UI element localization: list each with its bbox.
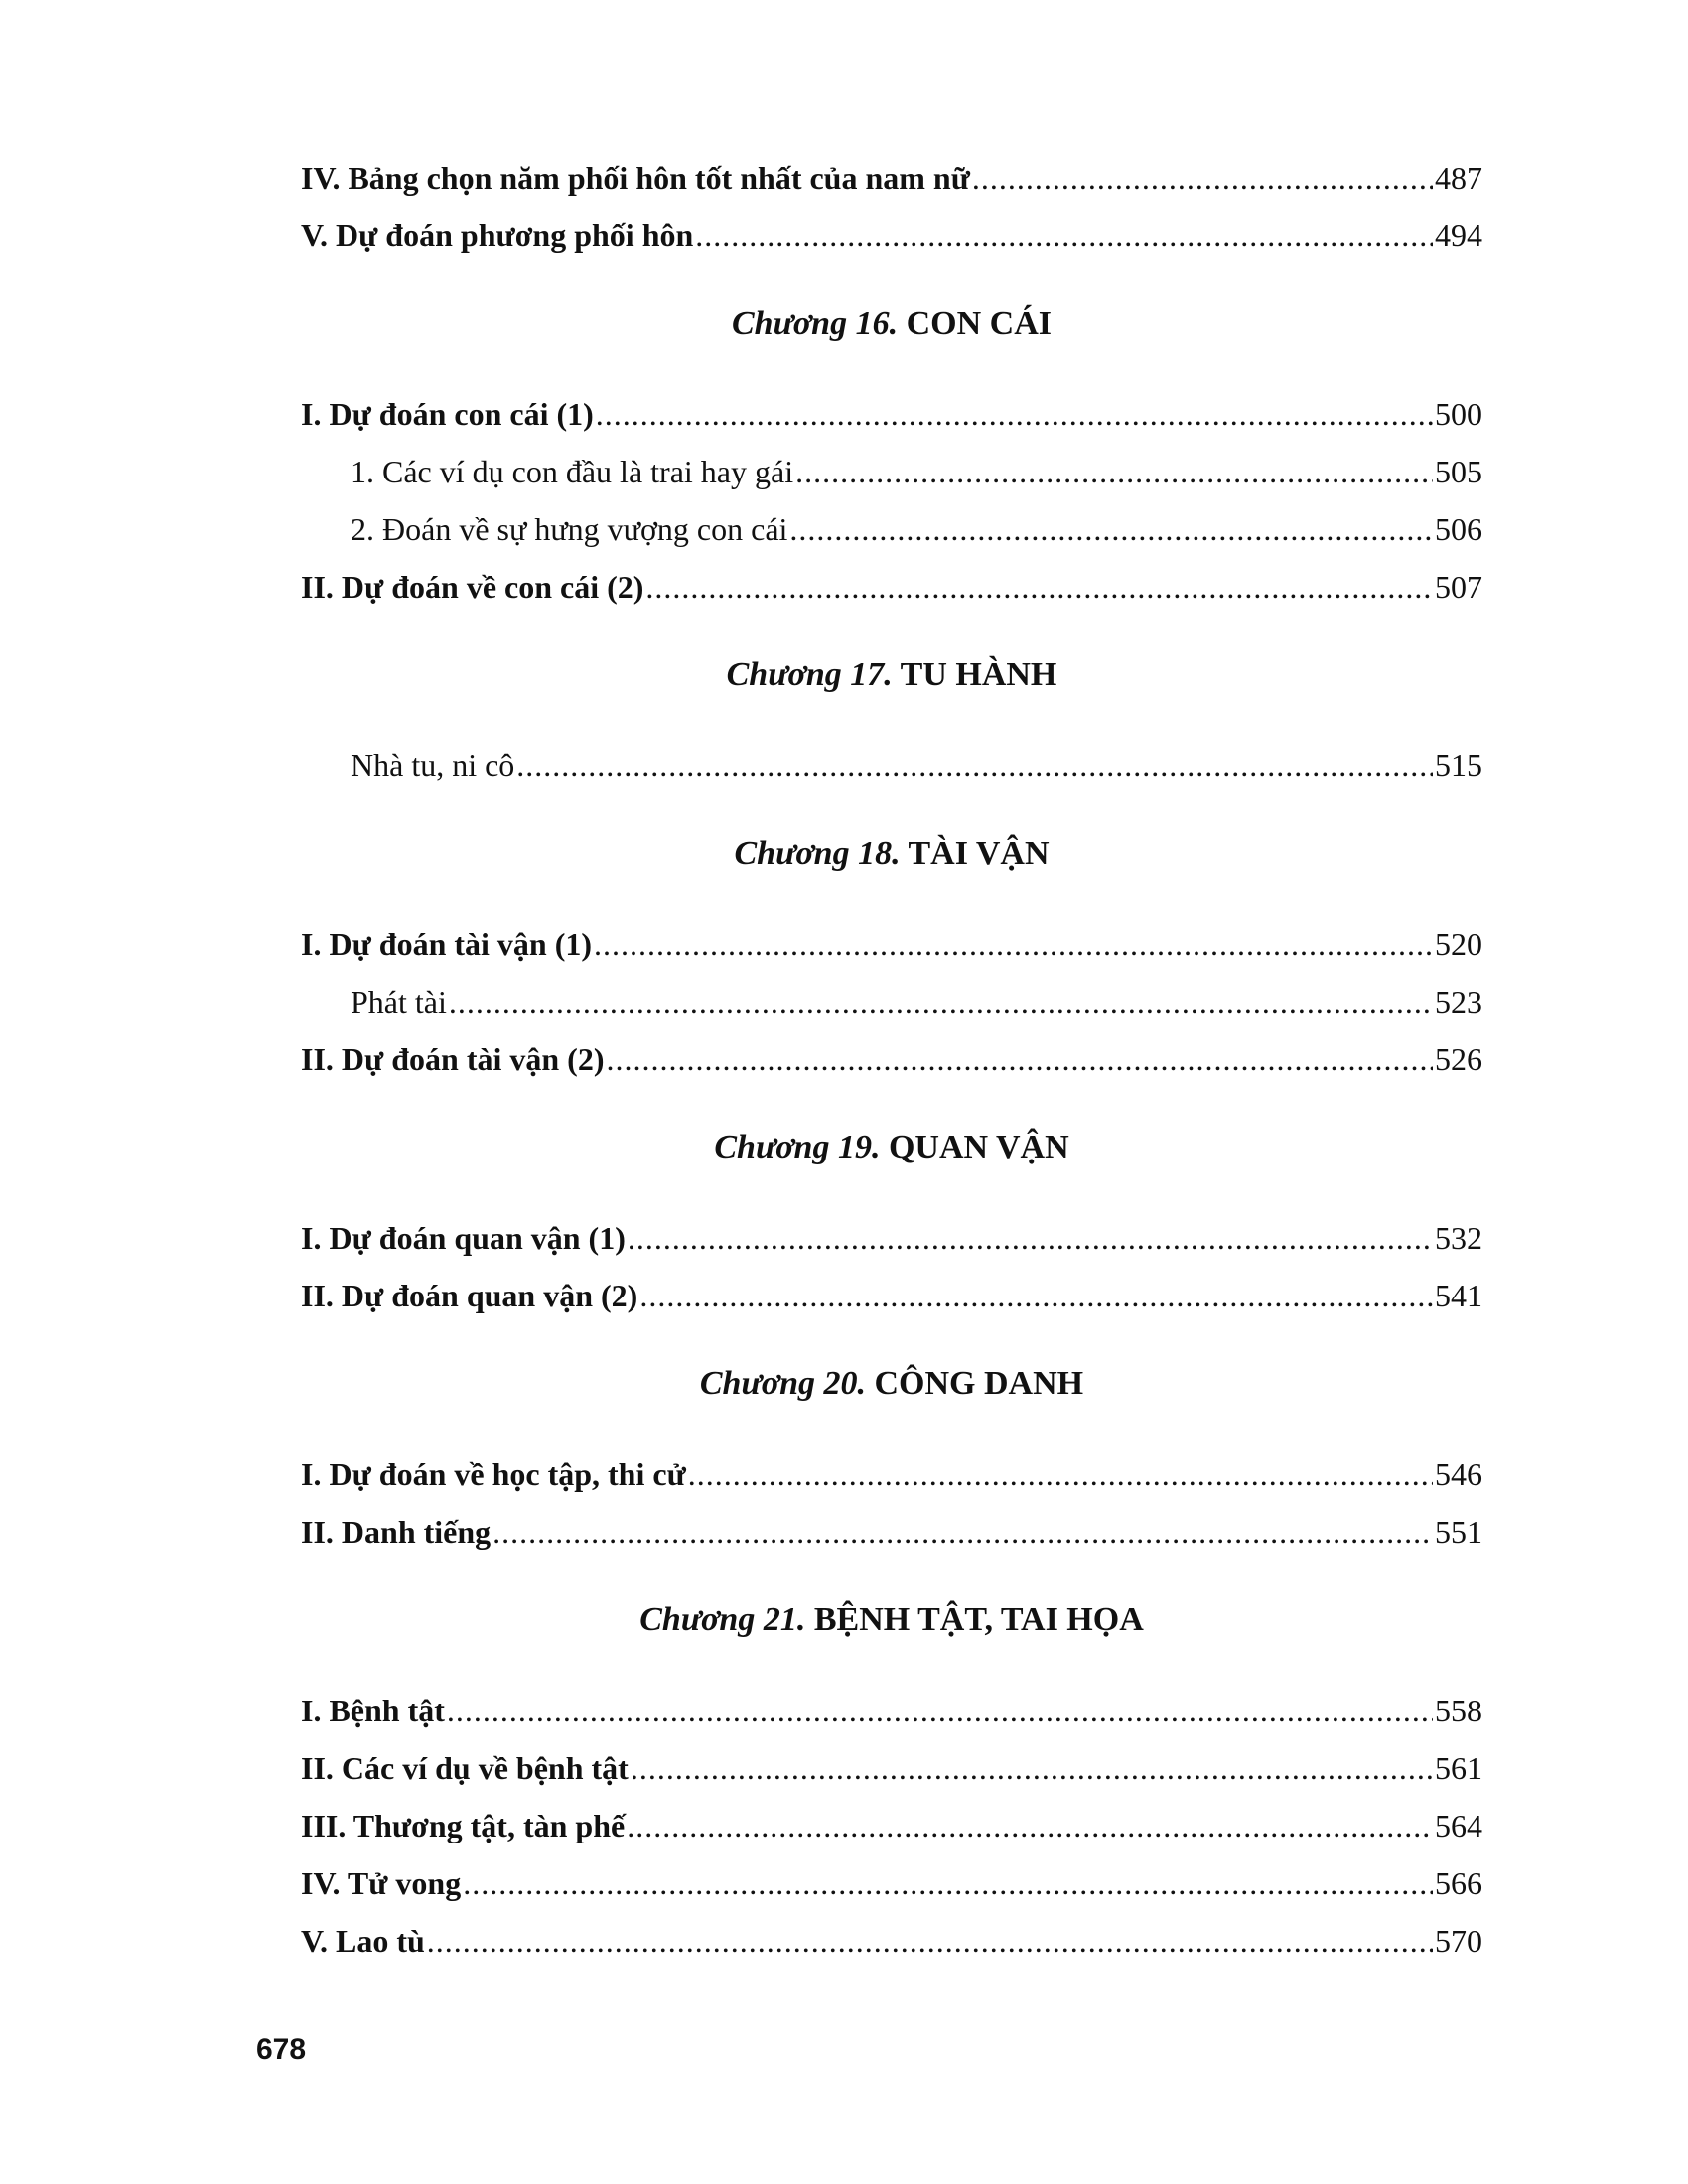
toc-entry-page: 526 xyxy=(1435,1041,1482,1077)
chapter-name: TU HÀNH xyxy=(900,656,1057,693)
toc-entry xyxy=(301,206,1482,264)
toc-entry-page: 561 xyxy=(1435,1750,1482,1786)
toc-entry xyxy=(301,558,1482,615)
toc-entry-title: V. Dự đoán phương phối hôn xyxy=(301,217,694,253)
toc-entry-page: 515 xyxy=(1435,748,1482,783)
chapter-label: Chương 21. xyxy=(639,1601,806,1638)
dot-leader xyxy=(795,443,1433,500)
toc-entry-title: V. Lao tù xyxy=(301,1923,425,1959)
chapter-label: Chương 18. xyxy=(734,835,901,872)
dot-leader xyxy=(427,1912,1433,1970)
dot-leader xyxy=(492,1503,1433,1561)
toc-entry-title: II. Danh tiếng xyxy=(301,1514,492,1550)
toc-entry-page: 500 xyxy=(1435,396,1482,432)
chapter-name: QUAN VẬN xyxy=(888,1129,1069,1165)
dot-leader xyxy=(695,206,1433,264)
toc-entry-page: 558 xyxy=(1435,1693,1482,1728)
toc-entry xyxy=(301,149,1482,206)
toc-entry-page: 564 xyxy=(1435,1808,1482,1843)
toc-entry-page: 487 xyxy=(1435,160,1482,196)
toc-subentry xyxy=(301,443,1482,500)
toc-entry xyxy=(301,1267,1482,1324)
chapter-label: Chương 16. xyxy=(731,305,899,341)
chapter-heading xyxy=(301,645,1482,705)
chapter-label: Chương 20. xyxy=(699,1365,866,1402)
toc-entry-title: I. Dự đoán quan vận (1) xyxy=(301,1220,626,1256)
dot-leader xyxy=(972,149,1433,206)
toc-entry-page: 570 xyxy=(1435,1923,1482,1959)
toc-entry-title: I. Dự đoán con cái (1) xyxy=(301,396,594,432)
dot-leader xyxy=(628,1209,1433,1267)
toc-entry-title: II. Dự đoán về con cái (2) xyxy=(301,569,644,605)
dot-leader xyxy=(606,1030,1433,1088)
toc-entry-title: IV. Tử vong xyxy=(301,1865,462,1901)
toc-entry xyxy=(301,1209,1482,1267)
dot-leader xyxy=(594,915,1433,973)
dot-leader xyxy=(627,1797,1433,1854)
toc-entry-title: III. Thương tật, tàn phế xyxy=(301,1808,626,1843)
chapter-name: TÀI VẬN xyxy=(908,835,1050,872)
toc-entry xyxy=(301,1030,1482,1088)
toc-subentry xyxy=(301,737,1482,794)
chapter-name: BỆNH TẬT, TAI HỌA xyxy=(813,1601,1144,1638)
toc-entry xyxy=(301,1797,1482,1854)
dot-leader xyxy=(789,500,1433,558)
toc-entry xyxy=(301,1503,1482,1561)
toc-entry-title: Nhà tu, ni cô xyxy=(351,748,515,783)
dot-leader xyxy=(688,1445,1433,1503)
toc-entry xyxy=(301,915,1482,973)
toc-entry-title: 2. Đoán về sự hưng vượng con cái xyxy=(351,511,788,547)
toc-entry-page: 546 xyxy=(1435,1456,1482,1492)
dot-leader xyxy=(645,558,1433,615)
chapter-label: Chương 17. xyxy=(726,656,893,693)
toc-entry xyxy=(301,1739,1482,1797)
toc-entry-title: 1. Các ví dụ con đầu là trai hay gái xyxy=(351,454,794,489)
toc-subentry xyxy=(301,973,1482,1030)
toc-entry xyxy=(301,385,1482,443)
toc-entry-page: 532 xyxy=(1435,1220,1482,1256)
toc-entry-title: I. Bệnh tật xyxy=(301,1693,445,1728)
toc-entry-title: II. Dự đoán tài vận (2) xyxy=(301,1041,605,1077)
toc-entry-page: 541 xyxy=(1435,1278,1482,1313)
chapter-name: CÔNG DANH xyxy=(874,1365,1084,1402)
toc-entry-page: 551 xyxy=(1435,1514,1482,1550)
toc-entry-title: I. Dự đoán về học tập, thi cử xyxy=(301,1456,686,1492)
dot-leader xyxy=(449,973,1433,1030)
toc-entry xyxy=(301,1445,1482,1503)
toc-entry-page: 566 xyxy=(1435,1865,1482,1901)
toc-entry-title: II. Dự đoán quan vận (2) xyxy=(301,1278,638,1313)
chapter-label: Chương 19. xyxy=(714,1129,881,1165)
toc-entry-title: II. Các ví dụ về bệnh tật xyxy=(301,1750,629,1786)
chapter-heading xyxy=(301,1118,1482,1177)
toc-entry-page: 505 xyxy=(1435,454,1482,489)
toc-subentry xyxy=(301,500,1482,558)
toc-entry-page: 520 xyxy=(1435,926,1482,962)
dot-leader xyxy=(516,737,1433,794)
toc-entry-page: 507 xyxy=(1435,569,1482,605)
dot-leader xyxy=(463,1854,1433,1912)
dot-leader xyxy=(639,1267,1433,1324)
chapter-name: CON CÁI xyxy=(906,305,1053,341)
toc-entry-title: IV. Bảng chọn năm phối hôn tốt nhất của nam nữ xyxy=(301,160,970,196)
toc-entry-title: I. Dự đoán tài vận (1) xyxy=(301,926,593,962)
toc-entry-page: 523 xyxy=(1435,984,1482,1020)
toc-entry-title: Phát tài xyxy=(351,984,447,1020)
page-number: 678 xyxy=(256,2033,307,2066)
dot-leader xyxy=(596,385,1433,443)
dot-leader xyxy=(447,1682,1433,1739)
chapter-heading xyxy=(301,294,1482,353)
toc-entry-page: 506 xyxy=(1435,511,1482,547)
chapter-heading xyxy=(301,1590,1482,1650)
table-of-contents xyxy=(301,149,1482,1970)
toc-entry xyxy=(301,1682,1482,1739)
toc-entry xyxy=(301,1854,1482,1912)
toc-entry xyxy=(301,1912,1482,1970)
dot-leader xyxy=(631,1739,1433,1797)
chapter-heading xyxy=(301,824,1482,884)
toc-entry-page: 494 xyxy=(1435,217,1482,253)
chapter-heading xyxy=(301,1354,1482,1414)
